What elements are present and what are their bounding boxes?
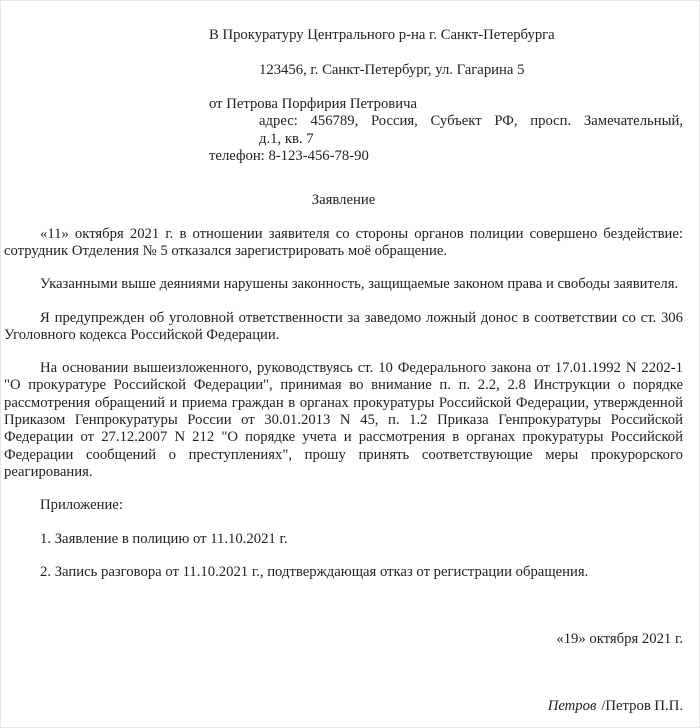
body-paragraph-3: Я предупрежден об уголовной ответственности за заведомо ложный донос в соответствии со ст. 306 Уголовного кодекса Российской Федерации.: [4, 309, 683, 343]
attachment-item-2: 2. Запись разговора от 11.10.2021 г., подтверждающая отказ от регистрации обращения.: [40, 563, 589, 580]
applicant-from: от Петрова Порфирия Петровича: [209, 96, 417, 113]
attachments-label: Приложение:: [40, 497, 123, 514]
body-paragraph-4: На основании вышеизложенного, руководствуясь ст. 10 Федерального закона от 17.01.1992 N 2202-1 "О прокуратуре Российской Федерации", принимая во внимание п. п. 2.2, 2.8 Инструкции о порядке рассмотрения обращений и приема граждан в органах прокуратуры Российской Федерации, утвержденной Приказом Генпрокуратуры России от 30.01.2013 N 45, п. 1.2 Приказа Генпрокуратуры Российской Федерации от 27.12.2007 N 212 "О порядке учета и рассмотрения в органах прокуратуры Российской Федерации сообщений о преступлениях", прошу принять соответствующие меры прокурорского реагирования.: [4, 360, 683, 480]
signature-line: [4, 698, 683, 715]
applicant-address-line2: д.1, кв. 7: [259, 130, 314, 147]
applicant-address-line1: адрес: 456789, Россия, Субъект РФ, просп. Замечательный,: [259, 113, 683, 130]
body-paragraph-2: Указанными выше деяниями нарушены законность, защищаемые законом права и свободы заявителя.: [40, 276, 679, 293]
recipient-to-address: 123456, г. Санкт-Петербург, ул. Гагарина 5: [259, 61, 525, 78]
body-paragraph-1: «11» октября 2021 г. в отношении заявителя со стороны органов полиции совершено бездействие: сотрудник Отделения № 5 отказался зарегистрировать моё обращение.: [4, 225, 683, 259]
document-title: Заявление: [311, 192, 376, 209]
recipient-block: [209, 27, 683, 165]
recipient-to: В Прокуратуру Центрального р-на г. Санкт-Петербурга: [209, 27, 555, 43]
signature-typed: /Петров П.П.: [601, 698, 683, 715]
attachment-item-1: 1. Заявление в полицию от 11.10.2021 г.: [40, 530, 288, 547]
document-date: «19» октября 2021 г.: [556, 631, 683, 648]
signature-handwritten: Петров: [547, 698, 597, 715]
applicant-phone: телефон: 8-123-456-78-90: [209, 148, 369, 165]
